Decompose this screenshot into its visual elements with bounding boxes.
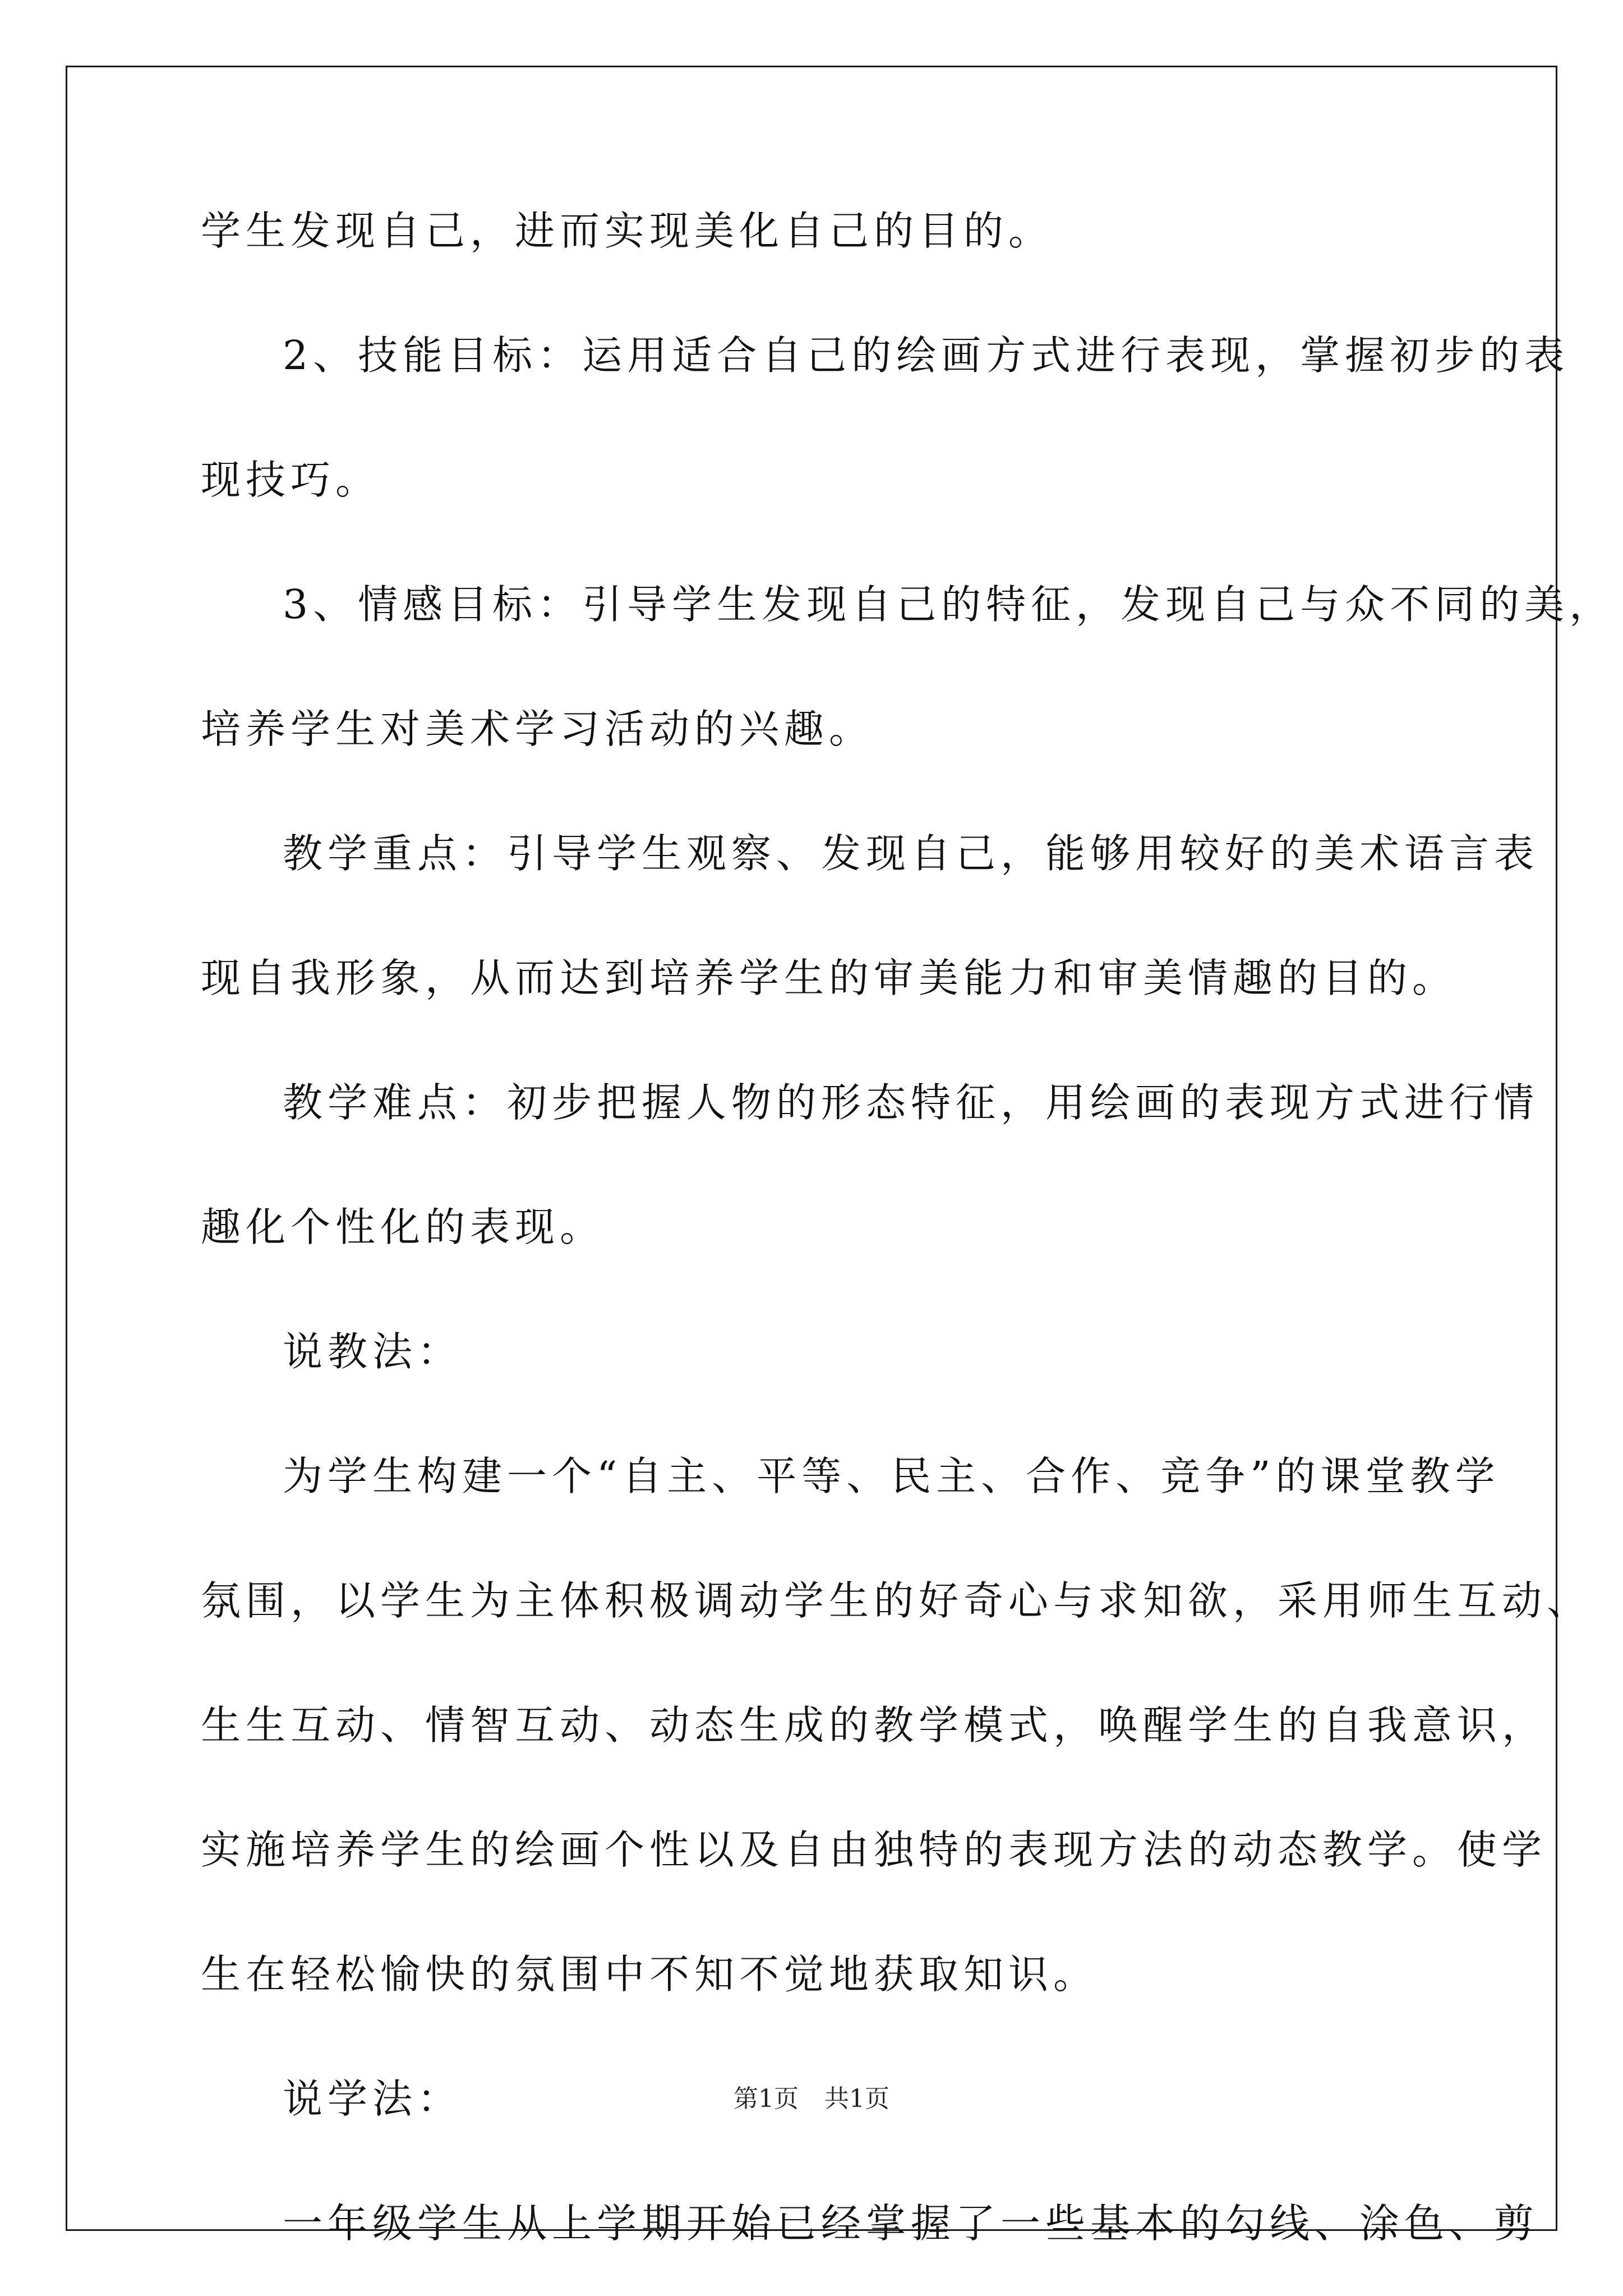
page-total: 共1页: [824, 2085, 889, 2113]
paragraph-line: 趣化个性化的表现。: [201, 1204, 605, 1250]
page-footer: [0, 2082, 1623, 2116]
paragraph-line: 现自我形象，从而达到培养学生的审美能力和审美情趣的目的。: [201, 955, 1458, 1001]
paragraph-line: 一年级学生从上学期开始已经掌握了一些基本的勾线、涂色、剪: [283, 2200, 1539, 2247]
paragraph-line: 教学重点：引导学生观察、发现自己，能够用较好的美术语言表: [283, 830, 1539, 877]
section-heading: 说学法：: [283, 2076, 463, 2122]
paragraph-line: 为学生构建一个“自主、平等、民主、合作、竞争”的课堂教学: [283, 1453, 1500, 1499]
paragraph-line: 氛围，以学生为主体积极调动学生的好奇心与求知欲，采用师生互动、: [201, 1577, 1592, 1624]
paragraph-line: 生在轻松愉快的氛围中不知不觉地获取知识。: [201, 1951, 1099, 1998]
page-border: [66, 66, 1557, 2231]
paragraph-line: 2、技能目标：运用适合自己的绘画方式进行表现，掌握初步的表: [283, 332, 1570, 379]
paragraph-line: 学生发现自己，进而实现美化自己的目的。: [201, 208, 1054, 254]
paragraph-line: 3、情感目标：引导学生发现自己的特征，发现自己与众不同的美，: [283, 581, 1615, 628]
paragraph-line: 生生互动、情智互动、动态生成的教学模式，唤醒学生的自我意识，: [201, 1702, 1547, 1749]
paragraph-line: 现技巧。: [201, 457, 381, 503]
paragraph-line: 实施培养学生的绘画个性以及自由独特的表现方法的动态教学。使学: [201, 1826, 1547, 1873]
page-number: 第1页: [734, 2085, 799, 2113]
paragraph-line: 培养学生对美术学习活动的兴趣。: [201, 706, 874, 752]
section-heading: 说教法：: [283, 1328, 463, 1375]
paragraph-line: 教学难点：初步把握人物的形态特征，用绘画的表现方式进行情: [283, 1079, 1539, 1126]
